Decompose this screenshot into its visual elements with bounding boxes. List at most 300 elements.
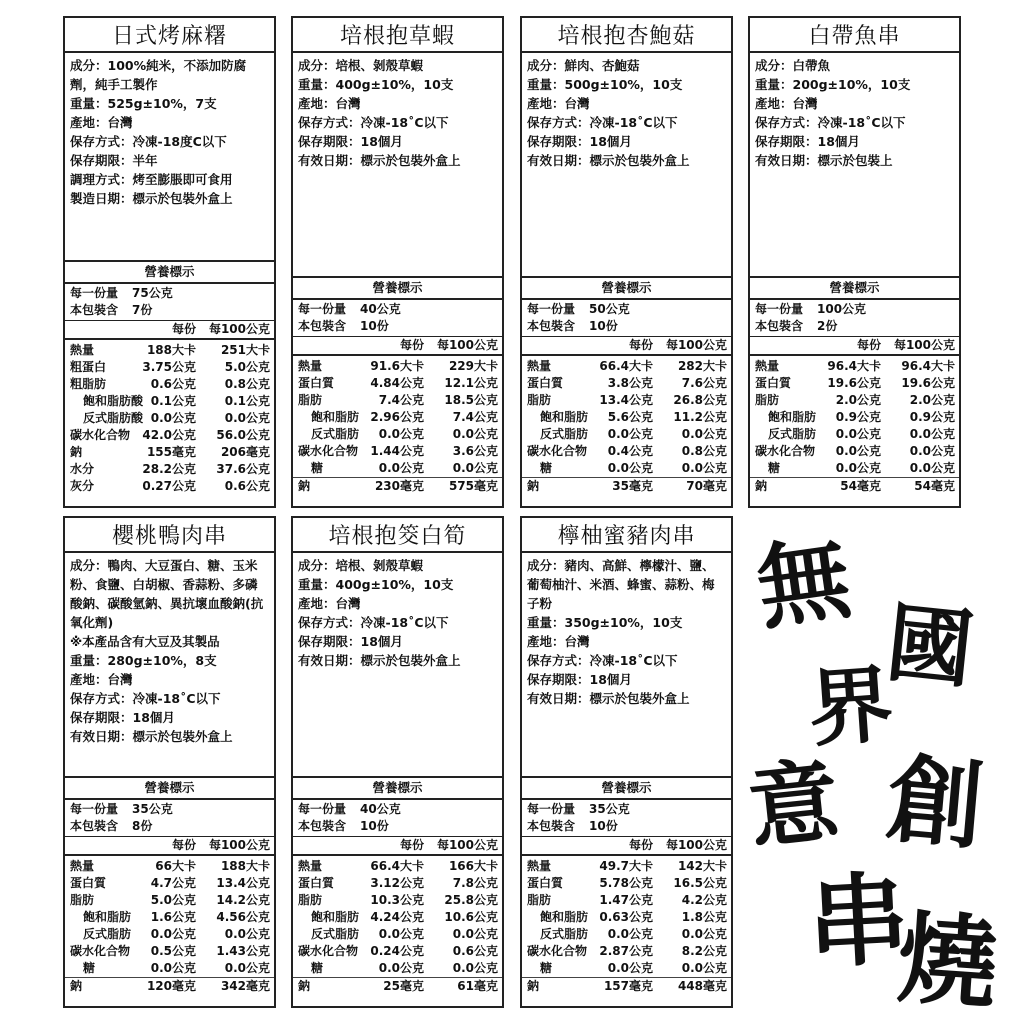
per-serving-value: 49.7大卡 (599, 859, 653, 873)
per-serving-value: 0.63公克 (599, 910, 653, 924)
nutrient-name: 脂肪 (527, 393, 552, 407)
nutrition-column-header (65, 320, 274, 340)
per-serving-header: 每份 (399, 338, 424, 352)
per-serving-value: 0.0公克 (378, 927, 424, 941)
info-line: 有效日期：標示於包裝上 (755, 153, 893, 168)
nutrition-row (750, 477, 959, 495)
nutrient-name: 碳水化合物 (755, 444, 816, 458)
nutrition-row (65, 393, 274, 410)
nutrient-name: 蛋白質 (70, 876, 107, 890)
nutrient-name: 脂肪 (70, 893, 95, 907)
nutrient-name: 糖 (311, 461, 324, 475)
per-serving-value: 28.2公克 (142, 462, 196, 476)
per-100g-value: 7.4公克 (452, 410, 498, 424)
per-serving-value: 0.27公克 (142, 479, 196, 493)
product-label-card (520, 16, 733, 508)
nutrient-name: 鈉 (70, 979, 83, 993)
nutrition-row (293, 409, 502, 426)
nutrient-name: 反式脂肪 (311, 927, 360, 941)
nutrient-name: 反式脂肪 (540, 927, 589, 941)
per-100g-value: 8.2公克 (681, 944, 727, 958)
nutrition-panel (65, 776, 274, 1006)
per-100g-value: 0.0公克 (681, 927, 727, 941)
nutrition-row (522, 858, 731, 875)
nutrient-name: 糖 (83, 961, 96, 975)
nutrition-row (65, 875, 274, 892)
per-serving-value: 7.4公克 (378, 393, 424, 407)
nutrition-title: 營養標示 (522, 276, 731, 300)
serving-size-value: 50公克 (589, 302, 630, 316)
servings-count-value: 10份 (360, 319, 389, 333)
nutrient-name: 反式脂肪 (311, 427, 360, 441)
per-serving-header: 每份 (171, 838, 196, 852)
nutrition-rows (293, 356, 502, 495)
nutrition-column-header (293, 336, 502, 356)
nutrition-row (750, 443, 959, 460)
info-line: 保存方式：冷凍-18˚C以下 (755, 115, 906, 130)
per-serving-value: 0.0公克 (378, 961, 424, 975)
serving-info (293, 300, 502, 336)
per-serving-value: 155毫克 (146, 445, 196, 459)
nutrition-column-header (293, 836, 502, 856)
product-label-card (63, 16, 276, 508)
per-serving-value: 0.1公克 (150, 394, 196, 408)
per-100g-value: 0.1公克 (224, 394, 270, 408)
per-100g-header: 每100公克 (436, 338, 498, 352)
per-100g-value: 19.6公克 (901, 376, 955, 390)
brand-char: 意 (743, 747, 845, 863)
nutrition-row (750, 426, 959, 443)
nutrition-row (522, 477, 731, 495)
info-line: 產地：台灣 (70, 672, 133, 687)
per-100g-value: 7.6公克 (681, 376, 727, 390)
per-100g-value: 16.5公克 (673, 876, 727, 890)
product-title: 日式烤麻糬 (65, 18, 274, 53)
nutrient-name: 飽和脂肪酸 (83, 394, 144, 408)
servings-count-label: 本包裝含 (298, 819, 347, 833)
per-serving-value: 3.75公克 (142, 360, 196, 374)
servings-count-value: 8份 (132, 819, 153, 833)
per-serving-value: 66大卡 (155, 859, 196, 873)
info-line: 有效日期：標示於包裝外盒上 (527, 153, 690, 168)
nutrient-name: 熱量 (755, 359, 780, 373)
servings-count-value: 10份 (589, 819, 618, 833)
servings-count-label: 本包裝含 (527, 319, 576, 333)
info-line: 有效日期：標示於包裝外盒上 (298, 153, 461, 168)
info-line: 有效日期：標示於包裝外盒上 (527, 691, 690, 706)
per-100g-value: 342毫克 (220, 979, 270, 993)
per-serving-value: 4.84公克 (370, 376, 424, 390)
serving-size-value: 100公克 (817, 302, 867, 316)
nutrient-name: 熱量 (527, 359, 552, 373)
serving-info (750, 300, 959, 336)
per-100g-value: 4.2公克 (681, 893, 727, 907)
nutrition-row (522, 409, 731, 426)
per-100g-value: 0.0公克 (452, 427, 498, 441)
nutrition-column-header (522, 836, 731, 856)
info-line: 成分：白帶魚 (755, 58, 831, 73)
nutrition-row (522, 375, 731, 392)
nutrient-name: 碳水化合物 (298, 944, 359, 958)
nutrient-name: 脂肪 (298, 893, 323, 907)
per-serving-value: 0.0公克 (607, 927, 653, 941)
info-line: 保存方式：冷凍-18˚C以下 (527, 653, 678, 668)
per-100g-value: 12.1公克 (444, 376, 498, 390)
product-info (522, 53, 731, 280)
info-line: 成分：培根、剝殼草蝦 (298, 558, 424, 573)
per-100g-value: 0.6公克 (452, 944, 498, 958)
per-100g-value: 10.6公克 (444, 910, 498, 924)
nutrient-name: 熱量 (70, 343, 95, 357)
per-100g-value: 4.56公克 (216, 910, 270, 924)
product-label-card (63, 516, 276, 1008)
nutrition-row (65, 410, 274, 427)
nutrition-row (522, 926, 731, 943)
serving-size-label: 每一份量 (298, 302, 347, 316)
nutrition-panel (750, 276, 959, 506)
per-100g-value: 0.0公克 (681, 461, 727, 475)
per-100g-value: 96.4大卡 (901, 359, 955, 373)
brand-char: 燒 (893, 898, 1002, 1016)
serving-size-label: 每一份量 (298, 802, 347, 816)
product-info (293, 53, 502, 280)
info-line: 保存期限：18個月 (70, 710, 175, 725)
per-100g-header: 每100公克 (893, 338, 955, 352)
per-serving-value: 1.44公克 (370, 444, 424, 458)
nutrient-name: 蛋白質 (755, 376, 792, 390)
nutrient-name: 鈉 (755, 479, 768, 493)
nutrition-row (522, 977, 731, 995)
per-100g-value: 13.4公克 (216, 876, 270, 890)
nutrient-name: 飽和脂肪 (768, 410, 817, 424)
per-100g-value: 61毫克 (457, 979, 498, 993)
per-serving-value: 0.0公克 (607, 461, 653, 475)
nutrition-row (750, 358, 959, 375)
per-serving-value: 96.4大卡 (827, 359, 881, 373)
per-100g-value: 0.0公克 (452, 461, 498, 475)
brand-char: 創 (882, 742, 989, 864)
nutrition-row (65, 427, 274, 444)
per-100g-value: 70毫克 (686, 479, 727, 493)
per-100g-header: 每100公克 (665, 838, 727, 852)
serving-size-label: 每一份量 (70, 286, 119, 300)
per-serving-value: 3.8公克 (607, 376, 653, 390)
per-100g-value: 229大卡 (448, 359, 498, 373)
info-line: 保存方式：冷凍-18度C以下 (70, 134, 227, 149)
info-line: 成分：鴨肉、大豆蛋白、糖、玉米粉、食鹽、白胡椒、香蒜粉、多磷酸鈉、碳酸氫鈉、異抗壞血酸鈉(抗氧化劑) (70, 558, 264, 630)
per-serving-value: 0.0公克 (378, 427, 424, 441)
info-line: 產地：台灣 (298, 596, 361, 611)
nutrition-row (65, 926, 274, 943)
info-line: 保存期限：18個月 (527, 672, 632, 687)
nutrient-name: 粗脂肪 (70, 377, 107, 391)
nutrition-row (293, 358, 502, 375)
nutrition-row (293, 909, 502, 926)
per-100g-value: 1.8公克 (681, 910, 727, 924)
nutrient-name: 鈉 (527, 979, 540, 993)
nutrition-row (65, 892, 274, 909)
per-100g-value: 11.2公克 (673, 410, 727, 424)
nutrition-row (293, 426, 502, 443)
nutrition-row (65, 960, 274, 977)
nutrient-name: 脂肪 (298, 393, 323, 407)
per-100g-header: 每100公克 (665, 338, 727, 352)
nutrition-rows (522, 356, 731, 495)
per-serving-value: 10.3公克 (370, 893, 424, 907)
per-serving-header: 每份 (171, 322, 196, 336)
product-title: 檸柚蜜豬肉串 (522, 518, 731, 553)
nutrient-name: 反式脂肪 (540, 427, 589, 441)
nutrition-row (293, 960, 502, 977)
per-100g-value: 166大卡 (448, 859, 498, 873)
product-info (750, 53, 959, 280)
per-serving-value: 66.4大卡 (370, 859, 424, 873)
nutrition-row (522, 426, 731, 443)
per-100g-value: 188大卡 (220, 859, 270, 873)
info-line: 保存方式：冷凍-18˚C以下 (70, 691, 221, 706)
nutrient-name: 碳水化合物 (70, 944, 131, 958)
nutrition-panel (65, 260, 274, 506)
info-line: 調理方式：烤至膨脹即可食用 (70, 172, 233, 187)
per-100g-value: 0.0公克 (909, 427, 955, 441)
nutrition-row (65, 858, 274, 875)
serving-size-label: 每一份量 (70, 802, 119, 816)
per-100g-value: 0.0公克 (909, 461, 955, 475)
per-serving-value: 66.4大卡 (599, 359, 653, 373)
brand-char: 國 (881, 592, 978, 702)
serving-info (65, 284, 274, 320)
nutrition-row (522, 960, 731, 977)
nutrition-row (293, 392, 502, 409)
serving-size-value: 35公克 (589, 802, 630, 816)
per-serving-value: 5.78公克 (599, 876, 653, 890)
serving-size-label: 每一份量 (755, 302, 804, 316)
nutrition-rows (65, 856, 274, 995)
nutrition-row (293, 443, 502, 460)
per-100g-value: 0.0公克 (224, 927, 270, 941)
nutrient-name: 飽和脂肪 (540, 910, 589, 924)
nutrition-row (65, 342, 274, 359)
per-100g-value: 0.0公克 (452, 961, 498, 975)
nutrition-panel (293, 776, 502, 1006)
nutrition-row (750, 375, 959, 392)
info-line: 重量：400g±10%，10支 (298, 77, 454, 92)
serving-size-label: 每一份量 (527, 302, 576, 316)
per-serving-value: 3.12公克 (370, 876, 424, 890)
nutrition-panel (522, 276, 731, 506)
per-100g-header: 每100公克 (208, 322, 270, 336)
per-serving-header: 每份 (856, 338, 881, 352)
brand-char: 串 (805, 859, 912, 983)
serving-size-value: 40公克 (360, 302, 401, 316)
nutrient-name: 糖 (540, 961, 553, 975)
nutrient-name: 蛋白質 (527, 376, 564, 390)
servings-count-value: 2份 (817, 319, 838, 333)
nutrition-column-header (65, 836, 274, 856)
nutrient-name: 脂肪 (755, 393, 780, 407)
product-title: 櫻桃鴨肉串 (65, 518, 274, 553)
product-label-card (748, 16, 961, 508)
serving-info (522, 300, 731, 336)
nutrient-name: 鈉 (527, 479, 540, 493)
nutrient-name: 鈉 (70, 445, 83, 459)
servings-count-label: 本包裝含 (298, 319, 347, 333)
serving-size-value: 35公克 (132, 802, 173, 816)
nutrient-name: 鈉 (298, 979, 311, 993)
nutrition-row (65, 943, 274, 960)
info-line: 保存期限：18個月 (755, 134, 860, 149)
per-serving-value: 19.6公克 (827, 376, 881, 390)
nutrient-name: 灰分 (70, 479, 95, 493)
info-line: 有效日期：標示於包裝外盒上 (70, 729, 233, 744)
nutrient-name: 鈉 (298, 479, 311, 493)
nutrition-row (293, 858, 502, 875)
product-info (293, 553, 502, 780)
servings-count-label: 本包裝含 (755, 319, 804, 333)
info-line: 保存方式：冷凍-18˚C以下 (298, 615, 449, 630)
info-line: 保存期限：半年 (70, 153, 158, 168)
nutrient-name: 蛋白質 (298, 876, 335, 890)
info-line: 產地：台灣 (755, 96, 818, 111)
info-line: 重量：200g±10%，10支 (755, 77, 911, 92)
servings-count-value: 10份 (589, 319, 618, 333)
per-serving-value: 0.0公克 (835, 427, 881, 441)
nutrition-row (750, 460, 959, 477)
per-serving-value: 4.24公克 (370, 910, 424, 924)
nutrient-name: 糖 (540, 461, 553, 475)
info-line: 保存期限：18個月 (298, 134, 403, 149)
per-serving-value: 91.6大卡 (370, 359, 424, 373)
nutrition-row (522, 443, 731, 460)
per-100g-value: 142大卡 (677, 859, 727, 873)
per-100g-value: 0.0公克 (224, 961, 270, 975)
info-line: 保存方式：冷凍-18˚C以下 (527, 115, 678, 130)
nutrition-row (293, 875, 502, 892)
info-line: 保存期限：18個月 (298, 634, 403, 649)
serving-size-value: 40公克 (360, 802, 401, 816)
info-line: 重量：280g±10%，8支 (70, 653, 217, 668)
per-100g-header: 每100公克 (208, 838, 270, 852)
product-title: 培根抱筊白筍 (293, 518, 502, 553)
nutrient-name: 碳水化合物 (527, 444, 588, 458)
per-serving-value: 0.5公克 (150, 944, 196, 958)
nutrition-row (293, 460, 502, 477)
info-line: 成分：豬肉、高鮮、檸檬汁、鹽、葡萄柚汁、米酒、蜂蜜、蒜粉、梅子粉 (527, 558, 715, 611)
nutrient-name: 蛋白質 (298, 376, 335, 390)
info-line: 成分：鮮肉、杏鮑菇 (527, 58, 640, 73)
serving-info (65, 800, 274, 836)
per-serving-value: 188大卡 (146, 343, 196, 357)
nutrition-title: 營養標示 (522, 776, 731, 800)
per-100g-value: 575毫克 (448, 479, 498, 493)
per-serving-value: 0.0公克 (150, 411, 196, 425)
nutrition-row (293, 477, 502, 495)
per-serving-value: 42.0公克 (142, 428, 196, 442)
nutrient-name: 反式脂肪 (83, 927, 132, 941)
info-line: 產地：台灣 (527, 634, 590, 649)
nutrition-row (293, 943, 502, 960)
per-serving-value: 0.0公克 (150, 961, 196, 975)
nutrition-rows (293, 856, 502, 995)
nutrient-name: 熱量 (527, 859, 552, 873)
nutrient-name: 碳水化合物 (527, 944, 588, 958)
per-100g-value: 0.0公克 (452, 927, 498, 941)
nutrient-name: 飽和脂肪 (540, 410, 589, 424)
nutrient-name: 糖 (311, 961, 324, 975)
per-100g-value: 5.0公克 (224, 360, 270, 374)
nutrition-title: 營養標示 (65, 776, 274, 800)
nutrition-row (522, 875, 731, 892)
serving-info (522, 800, 731, 836)
product-label-card (291, 516, 504, 1008)
nutrition-row (750, 409, 959, 426)
nutrient-name: 碳水化合物 (70, 428, 131, 442)
per-serving-value: 120毫克 (146, 979, 196, 993)
per-100g-value: 0.0公克 (681, 427, 727, 441)
nutrition-row (522, 943, 731, 960)
nutrition-row (65, 461, 274, 478)
nutrient-name: 脂肪 (527, 893, 552, 907)
serving-info (293, 800, 502, 836)
info-line: 保存方式：冷凍-18˚C以下 (298, 115, 449, 130)
per-100g-value: 2.0公克 (909, 393, 955, 407)
nutrition-title: 營養標示 (65, 260, 274, 284)
nutrient-name: 熱量 (298, 859, 323, 873)
nutrition-row (293, 977, 502, 995)
per-serving-header: 每份 (628, 338, 653, 352)
nutrition-panel (522, 776, 731, 1006)
nutrient-name: 飽和脂肪 (311, 910, 360, 924)
per-serving-value: 0.0公克 (835, 444, 881, 458)
per-100g-value: 26.8公克 (673, 393, 727, 407)
per-100g-value: 0.9公克 (909, 410, 955, 424)
info-line: ※本產品含有大豆及其製品 (70, 634, 220, 649)
nutrition-column-header (522, 336, 731, 356)
nutrition-row (522, 392, 731, 409)
per-100g-value: 54毫克 (914, 479, 955, 493)
servings-count-label: 本包裝含 (70, 819, 119, 833)
per-serving-value: 25毫克 (383, 979, 424, 993)
per-serving-value: 157毫克 (603, 979, 653, 993)
nutrition-row (65, 359, 274, 376)
per-serving-header: 每份 (399, 838, 424, 852)
nutrition-row (65, 977, 274, 995)
nutrition-row (522, 358, 731, 375)
info-line: 重量：400g±10%，10支 (298, 577, 454, 592)
info-line: 成分：培根、剝殼草蝦 (298, 58, 424, 73)
nutrition-column-header (750, 336, 959, 356)
product-info (65, 553, 274, 780)
per-100g-value: 1.43公克 (216, 944, 270, 958)
info-line: 有效日期：標示於包裝外盒上 (298, 653, 461, 668)
nutrition-rows (522, 856, 731, 995)
per-100g-value: 14.2公克 (216, 893, 270, 907)
product-label-card (520, 516, 733, 1008)
per-serving-value: 230毫克 (374, 479, 424, 493)
nutrient-name: 飽和脂肪 (311, 410, 360, 424)
per-serving-value: 0.4公克 (607, 444, 653, 458)
info-line: 保存期限：18個月 (527, 134, 632, 149)
info-line: 產地：台灣 (70, 115, 133, 130)
per-100g-value: 0.6公克 (224, 479, 270, 493)
info-line: 重量：525g±10%，7支 (70, 96, 217, 111)
nutrition-row (293, 375, 502, 392)
per-serving-value: 4.7公克 (150, 876, 196, 890)
per-serving-value: 0.9公克 (835, 410, 881, 424)
per-100g-value: 0.8公克 (681, 444, 727, 458)
per-100g-value: 37.6公克 (216, 462, 270, 476)
per-100g-value: 56.0公克 (216, 428, 270, 442)
